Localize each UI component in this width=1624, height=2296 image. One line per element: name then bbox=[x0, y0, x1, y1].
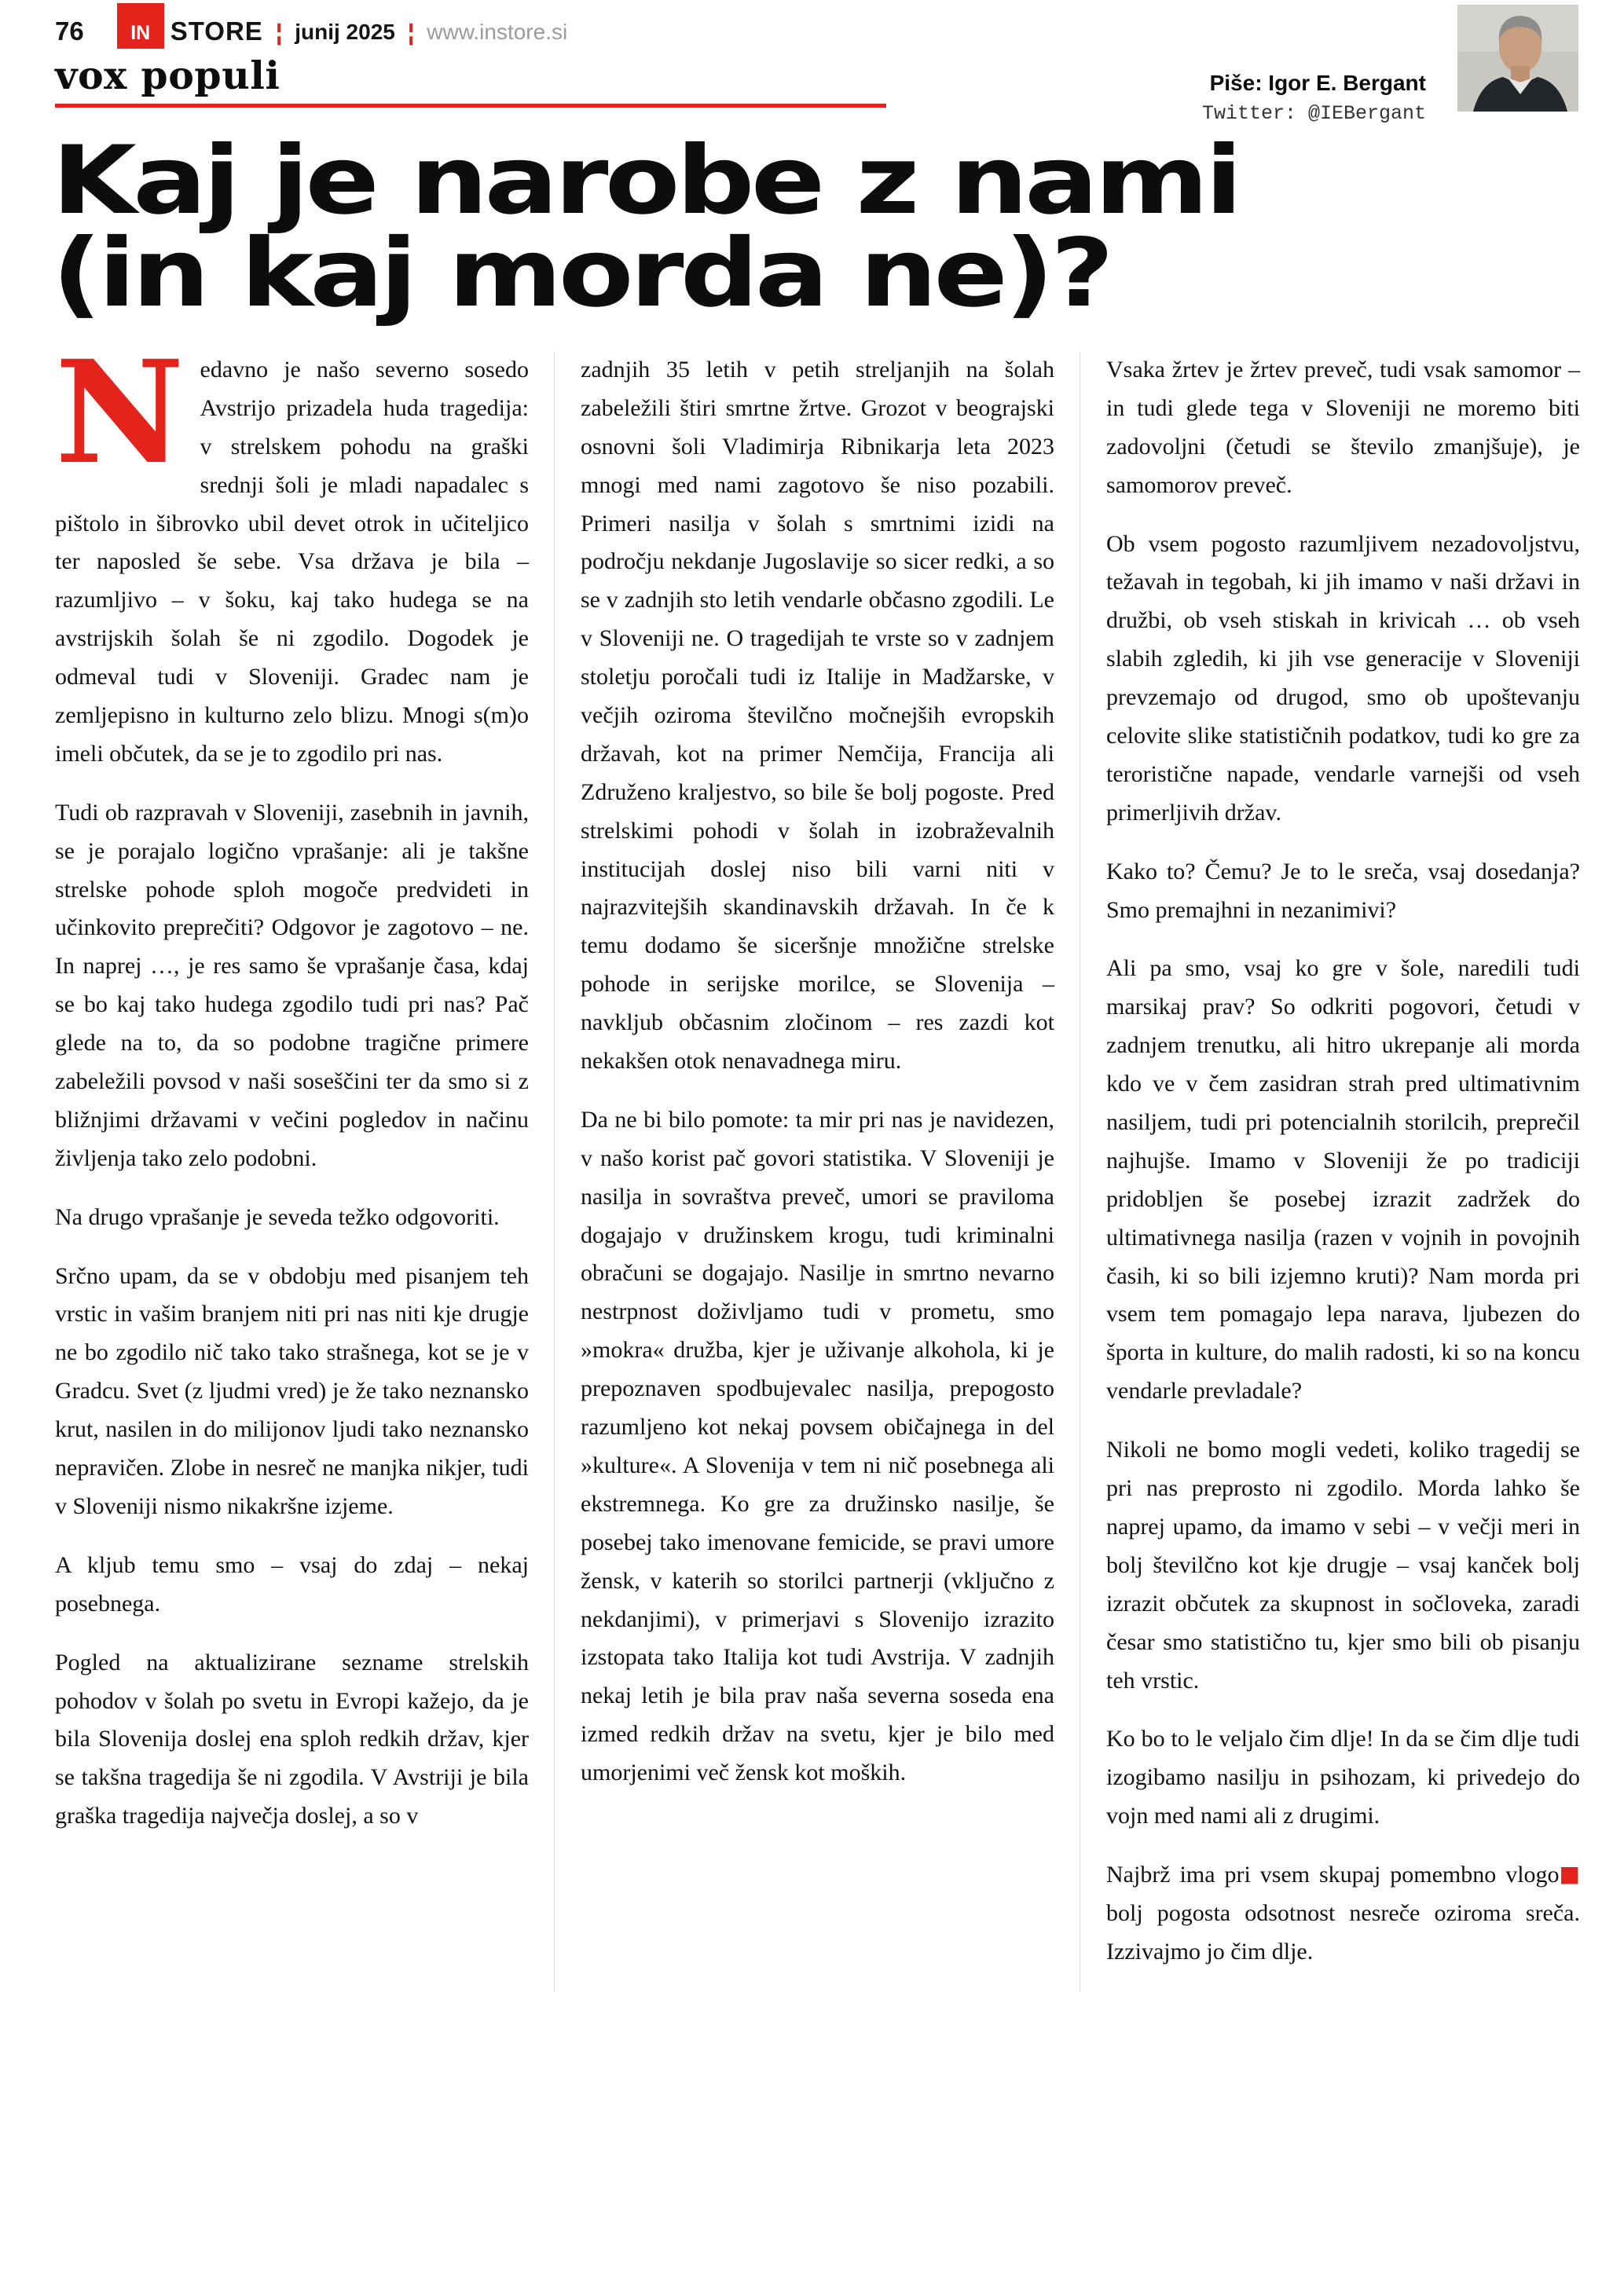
article-columns bbox=[55, 330, 1580, 1992]
instore-logo-icon: IN bbox=[117, 3, 164, 49]
paragraph: Na drugo vprašanje je seveda težko odgovoriti. bbox=[55, 1203, 500, 1230]
masthead bbox=[55, 3, 567, 49]
issue-date: junij 2025 bbox=[295, 20, 395, 44]
author-photo bbox=[1457, 5, 1578, 112]
paragraph: A kljub temu smo – vsaj do zdaj – nekaj posebnega. bbox=[55, 1551, 529, 1617]
column-2 bbox=[554, 351, 1054, 1992]
byline bbox=[1202, 71, 1426, 125]
headline-line-2: (in kaj morda ne)? bbox=[52, 218, 1111, 328]
column-1 bbox=[55, 330, 529, 1992]
paragraph: Pogled na aktualizirane sezname strelskih pohodov v šolah po svetu in Evropi kažejo, da je bila Slovenija doslej ena sploh redkih držav, kjer se takšna tragedija še ni zgodila. V Avstriji je bila graška tragedija največja doslej, a so v bbox=[55, 1649, 529, 1829]
paragraph: zadnjih 35 letih v petih streljanjih na šolah zabeležili štiri smrtne žrtve. Grozot v beograjski osnovni šoli Vladimirja Ribnikarja leta 2023 mnogi med nami zagotovo še niso pozabili. Primeri nasilja v šolah s smrtnimi izidi na področju nekdanje Jugoslavije so sicer redki, a so se v zadnjih sto letih vendarle občasno zgodili. Le v Sloveniji ne. O tragedijah te vrste so v zadnjem stoletju poročali tudi iz Italije in Madžarske, v večjih oziroma številčno močnejših evropskih državah, kot na primer Nemčija, Francija ali Združeno kraljestvo, so bile še bolj pogoste. Pred strelskimi pohodi v šolah in izobraževalnih institucijah doslej niso bili varni niti v najrazvitejših skandinavskih državah. In če k temu dodamo še siceršnje množične strelske pohode in serijske morilce, se Slovenija – navkljub občasnim zločinom – res zazdi kot nekakšen otok nenavadnega miru. bbox=[581, 357, 1054, 1075]
logo-store-text: STORE bbox=[170, 16, 263, 46]
paragraph: Ob vsem pogosto razumljivem nezadovoljstvu, težavah in tegobah, ki jih imamo v naši državi in družbi, ob vseh stiskah in krivicah … ob vseh slabih zgledih, ki jih vse generacije v Sloveniji prevzemajo od drugod, smo ob upoštevanju celovite slike statističnih podatkov, tudi ko gre za teroristične napade, vendarle varnejši od vseh primerljivih držav. bbox=[1106, 530, 1580, 826]
paragraph: Ali pa smo, vsaj ko gre v šole, naredili tudi marsikaj prav? So odkriti pogovori, četudi v zadnjem trenutku, ali hitro ukrepanje ali morda kdo ve v čem zasidran strah pred ultimativnim nasiljem, tudi pri potencialnih storilcih, preprečil najhujše. Imamo v Sloveniji že po tradiciji pridobljen še posebej izrazit zadržek do ultimativnega nasilja (razen v vojnih in povojnih časih, ki so bili izjemno kruti)? Nam morda pri vsem tem pomagajo lepa narava, ljubezen do športa in kulture, do malih radosti, ki so na koncu vendarle prevladale? bbox=[1106, 955, 1580, 1404]
masthead-separator: ¦ bbox=[275, 20, 283, 46]
paragraph: Ko bo to le veljalo čim dlje! In da se čim dlje tudi izogibamo nasilju in psihozam, ki privedejo do vojn med nami ali z drugimi. bbox=[1106, 1726, 1580, 1829]
section-rule bbox=[55, 104, 886, 108]
portrait-illustration bbox=[1457, 5, 1578, 112]
paragraph bbox=[1106, 1856, 1580, 1972]
column-3 bbox=[1080, 351, 1580, 1992]
paragraph: Da ne bi bilo pomote: ta mir pri nas je navidezen, v našo korist pač govori statistika. V Sloveniji je nasilja in sovraštva preveč, umori se praviloma dogajajo v družinskem krogu, tudi kriminalni obračuni se dogajajo. Nasilje in smrtno nevarno nestrpnost doživljamo tudi v prometu, smo »mokra« družba, kjer je uživanje alkohola, ki je prepoznaven spodbujevalec nasilja, prepogosto razumljeno kot nekaj povsem običajnega in del »kulture«. A Slovenija v tem ni nič posebnega ali ekstremnega. Ko gre za družinsko nasilje, še posebej tako imenovane femicide, se pravi umore žensk, v katerih so storilci partnerji (vključno z nekdanjimi), v primerjavi s Slovenijo izrazito izstopata tako Italija kot tudi Avstrija. V zadnjih nekaj letih je bila prav naša severna soseda ena izmed redkih držav na svetu, kjer je bilo med umorjenimi več žensk kot moških. bbox=[581, 1106, 1054, 1786]
paragraph: Tudi ob razpravah v Sloveniji, zasebnih in javnih, se je porajalo logično vprašanje: ali je takšne strelske pohode sploh mogoče predvideti in učinkovito preprečiti? Odgovor je zagotovo – ne. In naprej …, je res samo še vprašanje časa, kdaj se bo kaj tako hudega zgodilo tudi pri nas? Pač glede na to, da so podobne tragične primere zabeležili povsod v naši soseščini ter da smo si z bližnjimi državami v večini pogledov in načinu življenja tako zelo podobni. bbox=[55, 799, 529, 1171]
end-mark: ■ bbox=[1559, 1861, 1580, 1888]
paragraph: Kako to? Čemu? Je to le sreča, vsaj dosedanja? Smo premajhni in nezanimivi? bbox=[1106, 858, 1580, 923]
author-name: Piše: Igor E. Bergant bbox=[1209, 71, 1426, 95]
paragraph bbox=[55, 330, 529, 774]
paragraph: Vsaka žrtev je žrtev preveč, tudi vsak samomor – in tudi glede tega v Sloveniji ne moremo biti zadovoljni (četudi se število zmanjšuje), je samomorov preveč. bbox=[1106, 357, 1580, 498]
paragraph-text: Najbrž ima pri vsem skupaj pomembno vlogo bolj pogosta odsotnost nesreče oziroma sreča. Izzivajmo jo čim dlje. bbox=[1106, 1862, 1580, 1965]
masthead-separator: ¦ bbox=[407, 20, 415, 46]
website-url: www.instore.si bbox=[427, 20, 568, 44]
author-twitter: Twitter: @IEBergant bbox=[1201, 102, 1426, 125]
paragraph-text: edavno je našo severno sosedo Avstrijo prizadela huda tragedija: v strelskem pohodu na graški srednji šoli je mladi napadalec s pištolo in šibrovko ubil devet otrok in učiteljico ter naposled še sebe. Vsa država je bila – razumljivo – v šoku, kaj tako hudega se na avstrijskih šolah še ni zgodilo. Dogodek je odmeval tudi v Sloveniji. Gradec nam je zemljepisno in kulturno zelo blizu. Mnogi s(m)o imeli občutek, da se je to zgodilo pri nas. bbox=[55, 357, 529, 767]
headline bbox=[52, 126, 1239, 328]
paragraph: Nikoli ne bomo mogli vedeti, koliko tragedij se pri nas preprosto ni zgodilo. Morda lahko še naprej upamo, da imamo v sebi – v večji meri in bolj številčno kot kje drugje – vsaj kanček bolj izrazit občutek za skupnost in sočloveka, zaradi česar smo statistično tu, kjer smo bili ob pisanju teh vrstic. bbox=[1106, 1437, 1580, 1694]
section-title: vox populi bbox=[55, 53, 280, 98]
paragraph: Srčno upam, da se v obdobju med pisanjem teh vrstic in vašim branjem niti pri nas niti kje drugje ne bo zgodilo nič tako tako strašnega, kot se je v Gradcu. Svet (z ljudmi vred) je že tako neznansko krut, nasilen in do milijonov ljudi tako neznansko nepravičen. Zlobe in nesreč ne manjka nikjer, tudi v Sloveniji nismo nikakršne izjeme. bbox=[55, 1262, 529, 1519]
headline-line-1: Kaj je narobe z nami bbox=[52, 126, 1239, 236]
drop-cap: N bbox=[55, 330, 185, 496]
page-number: 76 bbox=[55, 16, 84, 46]
